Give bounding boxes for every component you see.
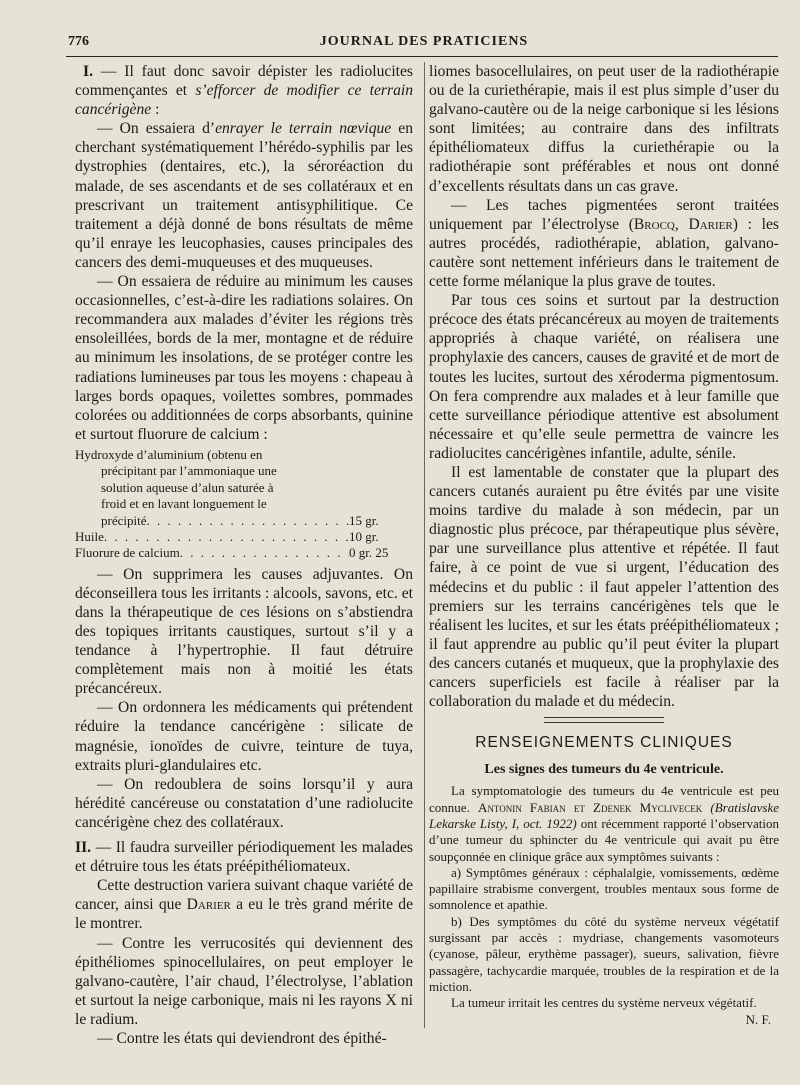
recipe-line: Huile . . . 10 gr.	[75, 529, 413, 545]
recipe-line: précipitant par l’ammoniaque une	[101, 463, 277, 479]
paragraph: a) Symptômes généraux : céphalalgie, vomissements, œdème papillaire strabisme convergent, troubles mentaux sous forme de somnolence et apathie.	[429, 864, 779, 913]
section-title: RENSEIGNEMENTS CLINIQUES	[475, 734, 733, 752]
paragraph: — Les taches pigmentées seront traitées uniquement par l’électrolyse (Brocq, Darier) : les autres procédés, radiothérapie, ablation, galvano-cautère sont nettement inférieurs dans le traitement de cette forme mélanique la plus grave de toutes.	[429, 196, 779, 291]
paragraph: I. — Il faut donc savoir dépister les radiolucites commençantes et s’efforcer de modifier ce terrain cancérigène :	[75, 63, 413, 119]
page-header	[68, 34, 780, 54]
recipe-line: précipité . . . 15 gr.	[75, 513, 413, 529]
journal-title: JOURNAL DES PRATICIENS	[319, 34, 529, 49]
paragraph: — On ordonnera les médicaments qui prétendent réduire la tendance cancérigène : silicate de magnésie, ionoïdes de cuivre, teinture de tuya, extraits pluri-glandulaires etc.	[75, 699, 413, 774]
article-body	[429, 783, 779, 1027]
divider	[544, 722, 664, 723]
paragraph: — On essaiera de réduire au minimum les causes occasionnelles, c’est-à-dire les radiations solaires. On recommandera aux malades d’éviter les régions très ensoleillées, bords de la mer, montagne et de réduire au minimum les insolations, de se protéger contre les radiations lumineuses par tous les moyens : chapeau à larges bords opaques, voilettes sombres, pommades colorées ou additionnées de corps absorbants, quinine et surtout fluorure de calcium :	[75, 273, 413, 443]
page-number: 776	[68, 34, 89, 49]
paragraph: — On essaiera d’enrayer le terrain nœvique en cherchant systématiquement l’hérédo-syphilis par les dystrophies (dentaires, etc.), la séroréaction du malade, de ses ascendants et de ses collatéraux et en prescrivant un traitement antisyphilitique. Ce traitement a déjà donné de bons résultats de même qu’il enraye les leucophasies, causes principales des cancers des demi-muqueuses et des muqueuses.	[75, 120, 413, 271]
signature: N. F.	[745, 1011, 771, 1027]
paragraph: Cette destruction variera suivant chaque variété de cancer, ainsi que Darier a eu le très grand mérite de le montrer.	[75, 877, 413, 933]
recipe-line: froid et en lavant longuement le	[101, 496, 267, 512]
paragraph: Il est lamentable de constater que la plupart des cancers cutanés auraient pu être évités par une visite moins tardive du malade à son médecin, par un diagnostic plus précoce, par thérapeutique plus sévère, par une surveillance plus attentive et répétée. Il faut faire, à ce point de vue si urgent, l’éducation des médecins et du public : il faut appeler l’attention des premiers sur les terrains cancérigènes tels que le réalisent les lucites, et sur les états préépithéliomateux ; il faut apprendre au public qu’il peut éviter la plupart des cancers cutanés et muqueux, que la prophylaxie des cancers superficiels est facile à réaliser par la collaboration du malade et du médecin.	[429, 463, 779, 711]
recipe-line: Fluorure de calcium . . . 0 gr. 25	[75, 545, 413, 561]
paragraph: — On redoublera de soins lorsqu’il y aura hérédité cancéreuse ou constatation d’une radiolucite cancérigène chez des collatéraux.	[75, 775, 413, 831]
paragraph: La symptomatologie des tumeurs du 4e ventricule est peu connue. Antonin Fabian et Zdenek Myclivecek (Bratislavske Lekarske Listy, I, oct. 1922) ont récemment rapporté l’observation d’une tumeur du sphincter du 4e ventricule qui avait pu être soupçonnée en clinique grâce aux symptômes suivants :	[429, 783, 780, 864]
paragraph: II. — Il faudra surveiller périodiquement les malades et détruire tous les états préépithéliomateux.	[75, 839, 413, 876]
paragraph: Par tous ces soins et surtout par la destruction précoce des états précancéreux au moyen de traitements appropriés à chaque variété, on réalisera une prophylaxie des cancers, causes de gravité et de mort de toutes les lucites, surtout des xéroderma pigmentosum. On fera comprendre aux malades et à leur famille que cette surveillance périodique attentive est absolument nécessaire et qu’elle seule permettra de vaincre les radiolucites cancérigènes infantile, adulte, sénile.	[429, 292, 779, 462]
paragraph: La tumeur irritait les centres du système nerveux végétatif.	[451, 995, 757, 1011]
right-column	[424, 62, 779, 1028]
paragraph: b) Des symptômes du côté du système nerveux végétatif surgissant par accès : mydriase, changements vasomoteurs (cyanose, pâleur, erythème passager), sueurs, salivation, fièvre passagère, tachycardie marquée, troubles de la respiration et de la miction.	[429, 913, 779, 994]
article-title: Les signes des tumeurs du 4e ventricule.	[484, 762, 724, 778]
signature-line	[429, 1012, 779, 1028]
header-rule	[66, 56, 778, 57]
paragraph: liomes basocellulaires, on peut user de la radiothérapie ou de la curiethérapie, mais il est plus simple d’user du galvano-cautère ou de la neige carbonique si les lésions sont limitées; au contraire dans des infiltrats épithéliomateux diffus la curiethérapie ou la radiothérapie sont préférables et nous ont donné d’excellents résultats dans un cas grave.	[429, 63, 779, 195]
paragraph: — On supprimera les causes adjuvantes. On déconseillera tous les irritants : alcools, savons, etc. et dans la thérapeutique de ces lésions on s’abstiendra des topiques irritants caustiques, surtout s’il y a tendance à l’hypertrophie. Il faut détruire complètement mais non à moitié les états précancéreux.	[75, 565, 413, 698]
recipe	[75, 447, 413, 562]
recipe-line: Hydroxyde d’aluminium (obtenu en	[75, 446, 263, 462]
recipe-line: solution aqueuse d’alun saturée à	[101, 479, 274, 495]
paragraph: — Contre les états qui deviendront des épithé-	[97, 1029, 387, 1047]
paragraph: — Contre les verrucosités qui deviennent des épithéliomes spinocellulaires, on peut employer le galvano-cautère, l’air chaud, l’électrolyse, l’ablation et surtout la neige carbonique, mais ni les rayons X ni le radium.	[75, 934, 413, 1028]
divider	[544, 717, 664, 718]
left-column	[75, 62, 413, 1048]
